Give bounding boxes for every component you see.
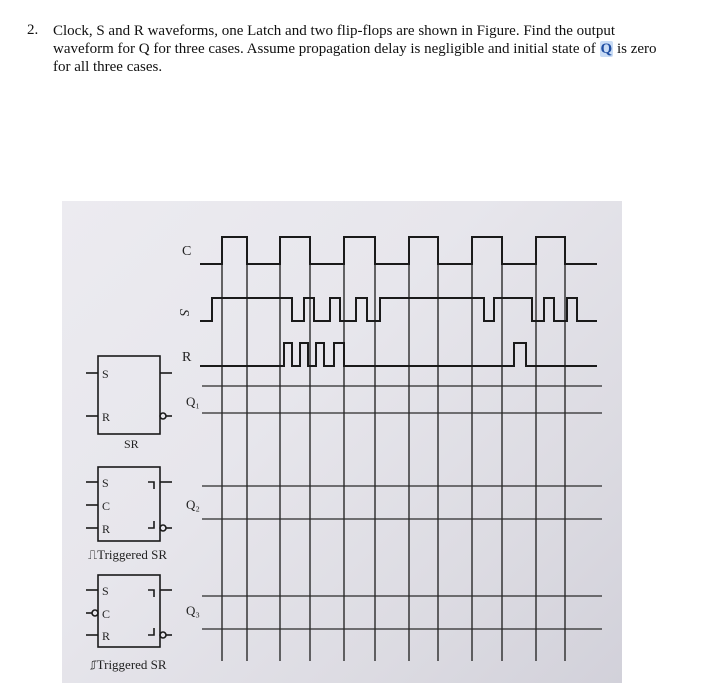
- latch-caption: SR: [124, 437, 139, 451]
- ff1-caption: ⎍Triggered SR: [88, 547, 168, 562]
- r-signal-label: R: [182, 350, 192, 365]
- question-line-2: [53, 40, 657, 58]
- sr-latch-symbol: [86, 356, 172, 434]
- ff2-clock-bubble: [92, 610, 98, 616]
- latch-r-label: R: [102, 410, 111, 424]
- question-line-1: Clock, S and R waveforms, one Latch and two flip-flops are shown in Figure. Find the output: [53, 23, 615, 39]
- q3-label: Q₃: [186, 603, 200, 618]
- pos-edge-ff-symbol: [86, 467, 172, 541]
- latch-inversion-bubble: [160, 413, 166, 419]
- ff2-inversion-bubble: [160, 632, 166, 638]
- edge-grid-lines: [222, 239, 565, 661]
- clock-label: C: [182, 244, 192, 259]
- ff2-q-mark: [148, 590, 154, 597]
- question-number: 2.: [27, 22, 39, 38]
- ff2-s-label: S: [102, 584, 109, 598]
- ff2-qbar-mark: [148, 628, 154, 635]
- r-waveform: [200, 343, 597, 366]
- ff1-inversion-bubble: [160, 525, 166, 531]
- q2-label: Q₂: [186, 497, 200, 512]
- question-line-3: for all three cases.: [53, 59, 163, 75]
- ff1-r-label: R: [102, 522, 111, 536]
- timing-diagram: [62, 201, 622, 683]
- clock-waveform: [200, 237, 597, 264]
- ff1-q-mark: [148, 482, 154, 489]
- question-line-2-end: is zero: [613, 41, 657, 57]
- question-line-2-text: waveform for Q for three cases. Assume propagation delay is negligible and initial state of: [53, 41, 600, 57]
- ff2-caption: ⎎Triggered SR: [90, 657, 167, 672]
- ff1-s-label: S: [102, 476, 109, 490]
- ff1-qbar-mark: [148, 521, 154, 528]
- s-signal-label: S: [176, 309, 191, 316]
- ff2-r-label: R: [102, 629, 111, 643]
- timing-diagram-photo: [62, 201, 622, 683]
- output-baselines: [202, 386, 602, 629]
- latch-s-label: S: [102, 367, 109, 381]
- neg-edge-ff-symbol: [86, 575, 172, 647]
- ff1-c-label: C: [102, 499, 111, 513]
- q1-label: Q₁: [186, 394, 200, 409]
- highlighted-q: Q: [600, 41, 613, 57]
- s-waveform: [200, 298, 597, 321]
- ff2-c-label: C: [102, 607, 111, 621]
